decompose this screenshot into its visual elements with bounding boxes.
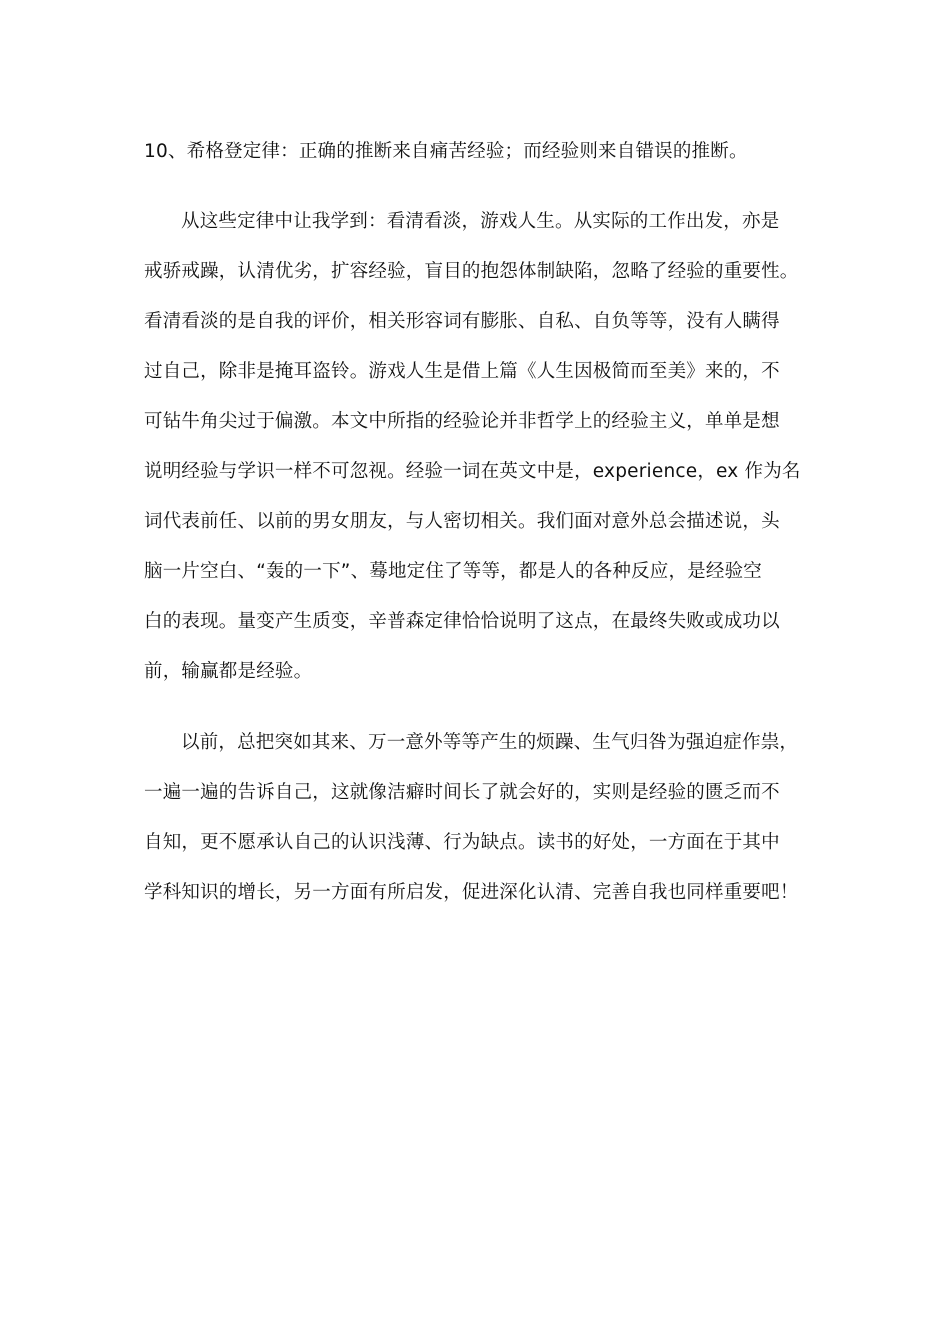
paragraph-1-line-6: 说明经验与学识一样不可忽视。经验一词在英文中是，experience，ex 作为名 bbox=[144, 461, 801, 482]
paragraph-1-line-8: 脑一片空白、“轰的一下”、蓦地定住了等等，都是人的各种反应，是经验空 bbox=[144, 561, 762, 582]
paragraph-2-line-2: 一遍一遍的告诉自己，这就像洁癖时间长了就会好的，实则是经验的匮乏而不 bbox=[144, 782, 780, 803]
paragraph-2-line-3: 自知，更不愿承认自己的认识浅薄、行为缺点。读书的好处，一方面在于其中 bbox=[144, 832, 780, 853]
paragraph-1-line-1: 从这些定律中让我学到：看清看淡，游戏人生。从实际的工作出发，亦是 bbox=[181, 211, 780, 232]
paragraph-1-line-10: 前，输赢都是经验。 bbox=[144, 661, 313, 682]
paragraph-1-line-5: 可钻牛角尖过于偏激。本文中所指的经验论并非哲学上的经验主义，单单是想 bbox=[144, 411, 780, 432]
paragraph-1-line-4: 过自己，除非是掩耳盗铃。游戏人生是借上篇《人生因极简而至美》来的，不 bbox=[144, 361, 780, 382]
paragraph-2-line-4: 学科知识的增长，另一方面有所启发，促进深化认清、完善自我也同样重要吧！ bbox=[144, 882, 799, 903]
paragraph-1-line-3: 看清看淡的是自我的评价，相关形容词有膨胀、自私、自负等等，没有人瞒得 bbox=[144, 311, 780, 332]
paragraph-1-line-9: 白的表现。量变产生质变，辛普森定律恰恰说明了这点，在最终失败或成功以 bbox=[144, 611, 780, 632]
paragraph-1-line-7: 词代表前任、以前的男女朋友，与人密切相关。我们面对意外总会描述说，头 bbox=[144, 511, 780, 532]
heading-line: 10、希格登定律：正确的推断来自痛苦经验；而经验则来自错误的推断。 bbox=[144, 141, 748, 162]
paragraph-1-line-2: 戒骄戒躁，认清优劣，扩容经验，盲目的抱怨体制缺陷，忽略了经验的重要性。 bbox=[144, 261, 799, 282]
paragraph-2-line-1: 以前，总把突如其来、万一意外等等产生的烦躁、生气归咎为强迫症作祟， bbox=[181, 732, 799, 753]
